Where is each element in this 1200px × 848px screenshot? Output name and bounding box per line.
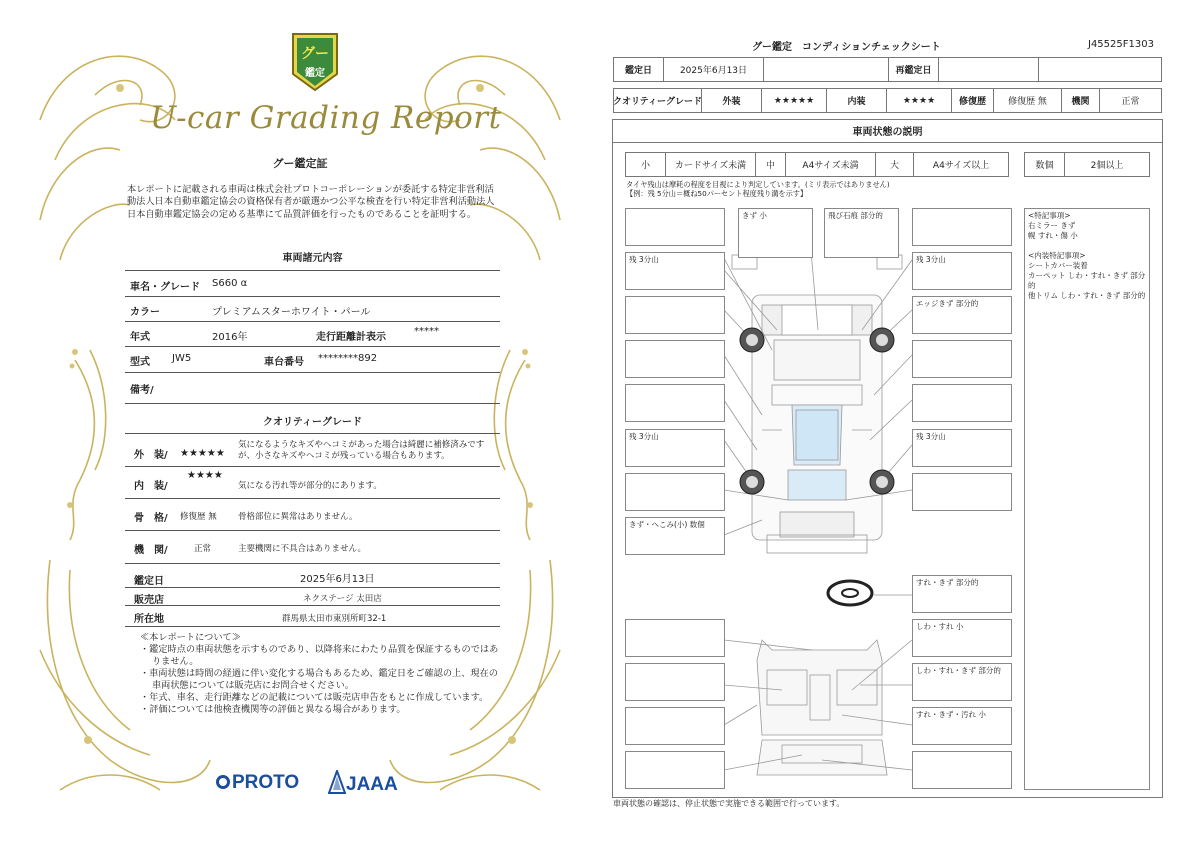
exterior-stars: ★★★★★ — [762, 89, 827, 112]
certificate-body: 本レポートに記載される車両は株式会社プロトコーポレーションが委託する特定非営利活動法人日本自動車鑑定協会の資格保有者が厳選かつ公平な検査を行い特定非営利活動法人日本自動車鑑定協会の定める基準にて品質評価を行ったものであることを証明する。 — [127, 184, 495, 220]
callout-left-tire-rear: 残 3分山 — [625, 429, 725, 467]
goo-appraisal-badge-icon — [287, 30, 343, 94]
proto-logo: PROTO — [216, 772, 299, 794]
date-value: 2025年6月13日 — [664, 58, 764, 81]
callout-box — [912, 208, 1012, 246]
divider — [125, 403, 500, 404]
report-title: U-car Grading Report — [150, 100, 502, 136]
year-label: 年式 — [130, 332, 150, 343]
callout-box — [625, 208, 725, 246]
year-value: 2016年 — [212, 332, 248, 343]
color-value: プレミアムスターホワイト・パール — [212, 307, 371, 318]
legend-count: 数個 — [1025, 153, 1065, 176]
reinspect-label: 再鑑定日 — [889, 58, 939, 81]
divider — [125, 498, 500, 499]
divider — [125, 346, 500, 347]
callout-box — [625, 663, 725, 701]
report-notes — [140, 632, 500, 716]
interior-description: 気になる汚れ等が部分的にあります。 — [238, 481, 382, 491]
location-label: 所在地 — [134, 614, 164, 625]
car-name-value: S660 α — [212, 278, 248, 289]
specs-title: 車両諸元内容 — [282, 253, 343, 264]
legend-medium: 中 — [756, 153, 786, 176]
badge-top-text: グー — [301, 46, 329, 62]
tire-note-2: 【例：残 5分山＝概ね50パーセント程度残り溝を示す】 — [626, 189, 808, 198]
callout-box — [912, 473, 1012, 511]
section-title: 車両状態の説明 — [612, 119, 1163, 143]
exterior-label: 外装 — [702, 89, 762, 112]
exterior-stars: ★★★★★ — [180, 448, 225, 459]
callout-top-b: 飛び石痕 部分的 — [824, 208, 899, 258]
callout-box — [625, 296, 725, 334]
callout-box — [912, 751, 1012, 789]
remarks-label: 備考/ — [130, 385, 154, 396]
legend-small: 小 — [626, 153, 666, 176]
divider — [125, 372, 500, 373]
jaaa-mark-icon — [328, 770, 346, 794]
appraisal-date-label: 鑑定日 — [134, 576, 164, 587]
note-item: ・評価については他検査機関等の評価と異なる場合があります。 — [140, 704, 406, 715]
quality-label: クオリティーグレード — [614, 89, 702, 112]
count-legend — [1024, 152, 1150, 177]
color-label: カラー — [130, 307, 160, 318]
frame-value: 修復歴 無 — [180, 512, 217, 522]
special-note-line: 右ミラー きず — [1028, 221, 1076, 230]
date-row — [613, 57, 1162, 82]
callout-interior-1: しわ・すれ 小 — [912, 619, 1012, 657]
special-note-line: 幌 すれ・傷 小 — [1028, 231, 1078, 240]
callout-box — [625, 473, 725, 511]
certificate-title: グー鑑定証 — [272, 157, 328, 170]
divider — [125, 587, 500, 588]
divider — [125, 605, 500, 606]
quality-row — [613, 88, 1162, 113]
legend-large: 大 — [876, 153, 914, 176]
repair-label: 修復歴 — [952, 89, 994, 112]
special-note-line: <内装特記事項> — [1028, 251, 1086, 260]
special-note-line: 他トリム しわ・すれ・きず 部分的 — [1028, 291, 1146, 300]
callout-interior-2: しわ・すれ・きず 部分的 — [912, 663, 1012, 701]
callout-right-tire-rear: 残 3分山 — [912, 429, 1012, 467]
callout-left-tire-front: 残 3分山 — [625, 252, 725, 290]
special-note-line: カーペット しわ・すれ・きず 部分的 — [1028, 271, 1146, 290]
size-legend — [625, 152, 1009, 177]
mileage-label: 走行距離計表示 — [316, 332, 386, 343]
callout-box — [625, 340, 725, 378]
callout-steering: すれ・きず 部分的 — [912, 575, 1012, 613]
legend-small-desc: カードサイズ未満 — [666, 153, 756, 176]
chassis-value: ********892 — [318, 353, 378, 364]
note-item: ・年式、車名、走行距離などの記載については販売店申告をもとに作成しています。 — [140, 692, 489, 703]
engine-label: 機 関/ — [134, 545, 168, 556]
appraisal-date-value: 2025年6月13日 — [300, 574, 375, 585]
reinspect-value — [939, 58, 1039, 81]
special-note-line: シートカバー装着 — [1028, 261, 1088, 270]
special-note-line: <特記事項> — [1028, 211, 1071, 220]
sheet-title: グー鑑定 コンディションチェックシート — [752, 42, 941, 53]
empty-cell — [764, 58, 889, 81]
chassis-label: 車台番号 — [264, 357, 304, 368]
sheet-id: J45525F1303 — [1088, 39, 1154, 50]
repair-value: 修復歴 無 — [994, 89, 1062, 112]
empty-cell — [1039, 58, 1161, 81]
badge-bottom-text: 鑑定 — [305, 68, 325, 79]
interior-stars: ★★★★ — [887, 89, 952, 112]
special-note-line — [1028, 241, 1146, 251]
legend-count-desc: 2個以上 — [1090, 161, 1124, 171]
callout-top-a: きず 小 — [738, 208, 813, 258]
callout-left-rear: きず・へこみ(小) 数個 — [625, 517, 725, 555]
car-name-label: 車名・グレード — [130, 282, 200, 293]
mileage-value: ***** — [414, 326, 439, 337]
special-notes — [1024, 208, 1150, 790]
model-label: 型式 — [130, 357, 150, 368]
callout-box — [912, 384, 1012, 422]
callout-interior-3: すれ・きず・汚れ 小 — [912, 707, 1012, 745]
callout-box — [625, 707, 725, 745]
model-value: JW5 — [172, 353, 192, 364]
divider — [125, 563, 500, 564]
divider — [125, 433, 500, 434]
divider — [125, 321, 500, 322]
frame-label: 骨 格/ — [134, 513, 168, 524]
interior-label: 内 装/ — [134, 481, 168, 492]
location-value: 群馬県太田市東別所町32-1 — [282, 614, 387, 624]
quality-title: クオリティーグレード — [263, 417, 362, 428]
divider — [125, 296, 500, 297]
exterior-description: 気になるようなキズやヘコミがあった場合は綺麗に補修済みですが、小さなキズやヘコミが残っている場合もあります。 — [238, 440, 485, 461]
date-label: 鑑定日 — [614, 58, 664, 81]
tire-note-1: タイヤ残山は摩耗の程度を目視により判定しています。(ミリ表示ではありません) — [626, 180, 890, 189]
dealer-label: 販売店 — [134, 595, 164, 606]
divider — [125, 270, 500, 271]
exterior-label: 外 装/ — [134, 450, 168, 461]
callout-right-tire-front: 残 3分山 — [912, 252, 1012, 290]
interior-label: 内装 — [827, 89, 887, 112]
interior-stars: ★★★★ — [187, 470, 223, 481]
note-item: ・鑑定時点の車両状態を示すものであり、以降将来にわたり品質を保証するものではありません。 — [140, 644, 499, 667]
jaaa-logo: JAAA — [328, 770, 398, 796]
legend-large-desc: A4サイズ以上 — [932, 161, 990, 171]
engine-description: 主要機関に不具合はありません。 — [238, 544, 367, 554]
divider — [125, 530, 500, 531]
frame-description: 骨格部位に異常はありません。 — [238, 512, 358, 522]
callout-box — [625, 751, 725, 789]
footer-note: 車両状態の確認は、停止状態で実施できる範囲で行っています。 — [613, 799, 845, 808]
callout-box — [912, 340, 1012, 378]
divider — [125, 626, 500, 627]
engine-label: 機関 — [1062, 89, 1100, 112]
divider — [125, 466, 500, 467]
callout-box — [625, 619, 725, 657]
legend-medium-desc: A4サイズ未満 — [786, 153, 876, 176]
engine-value: 正常 — [194, 544, 212, 554]
dealer-value: ネクステージ 太田店 — [303, 594, 382, 604]
engine-value: 正常 — [1121, 97, 1140, 107]
notes-title: ≪本レポートについて≫ — [140, 632, 241, 643]
note-item: ・車両状態は時間の経過に伴い変化する場合もあるため、鑑定日をご確認の上、現在の車両状態については販売店にお問合せください。 — [140, 668, 498, 691]
callout-box — [625, 384, 725, 422]
proto-mark-icon — [216, 775, 230, 789]
callout-right-edge: エッジきず 部分的 — [912, 296, 1012, 334]
